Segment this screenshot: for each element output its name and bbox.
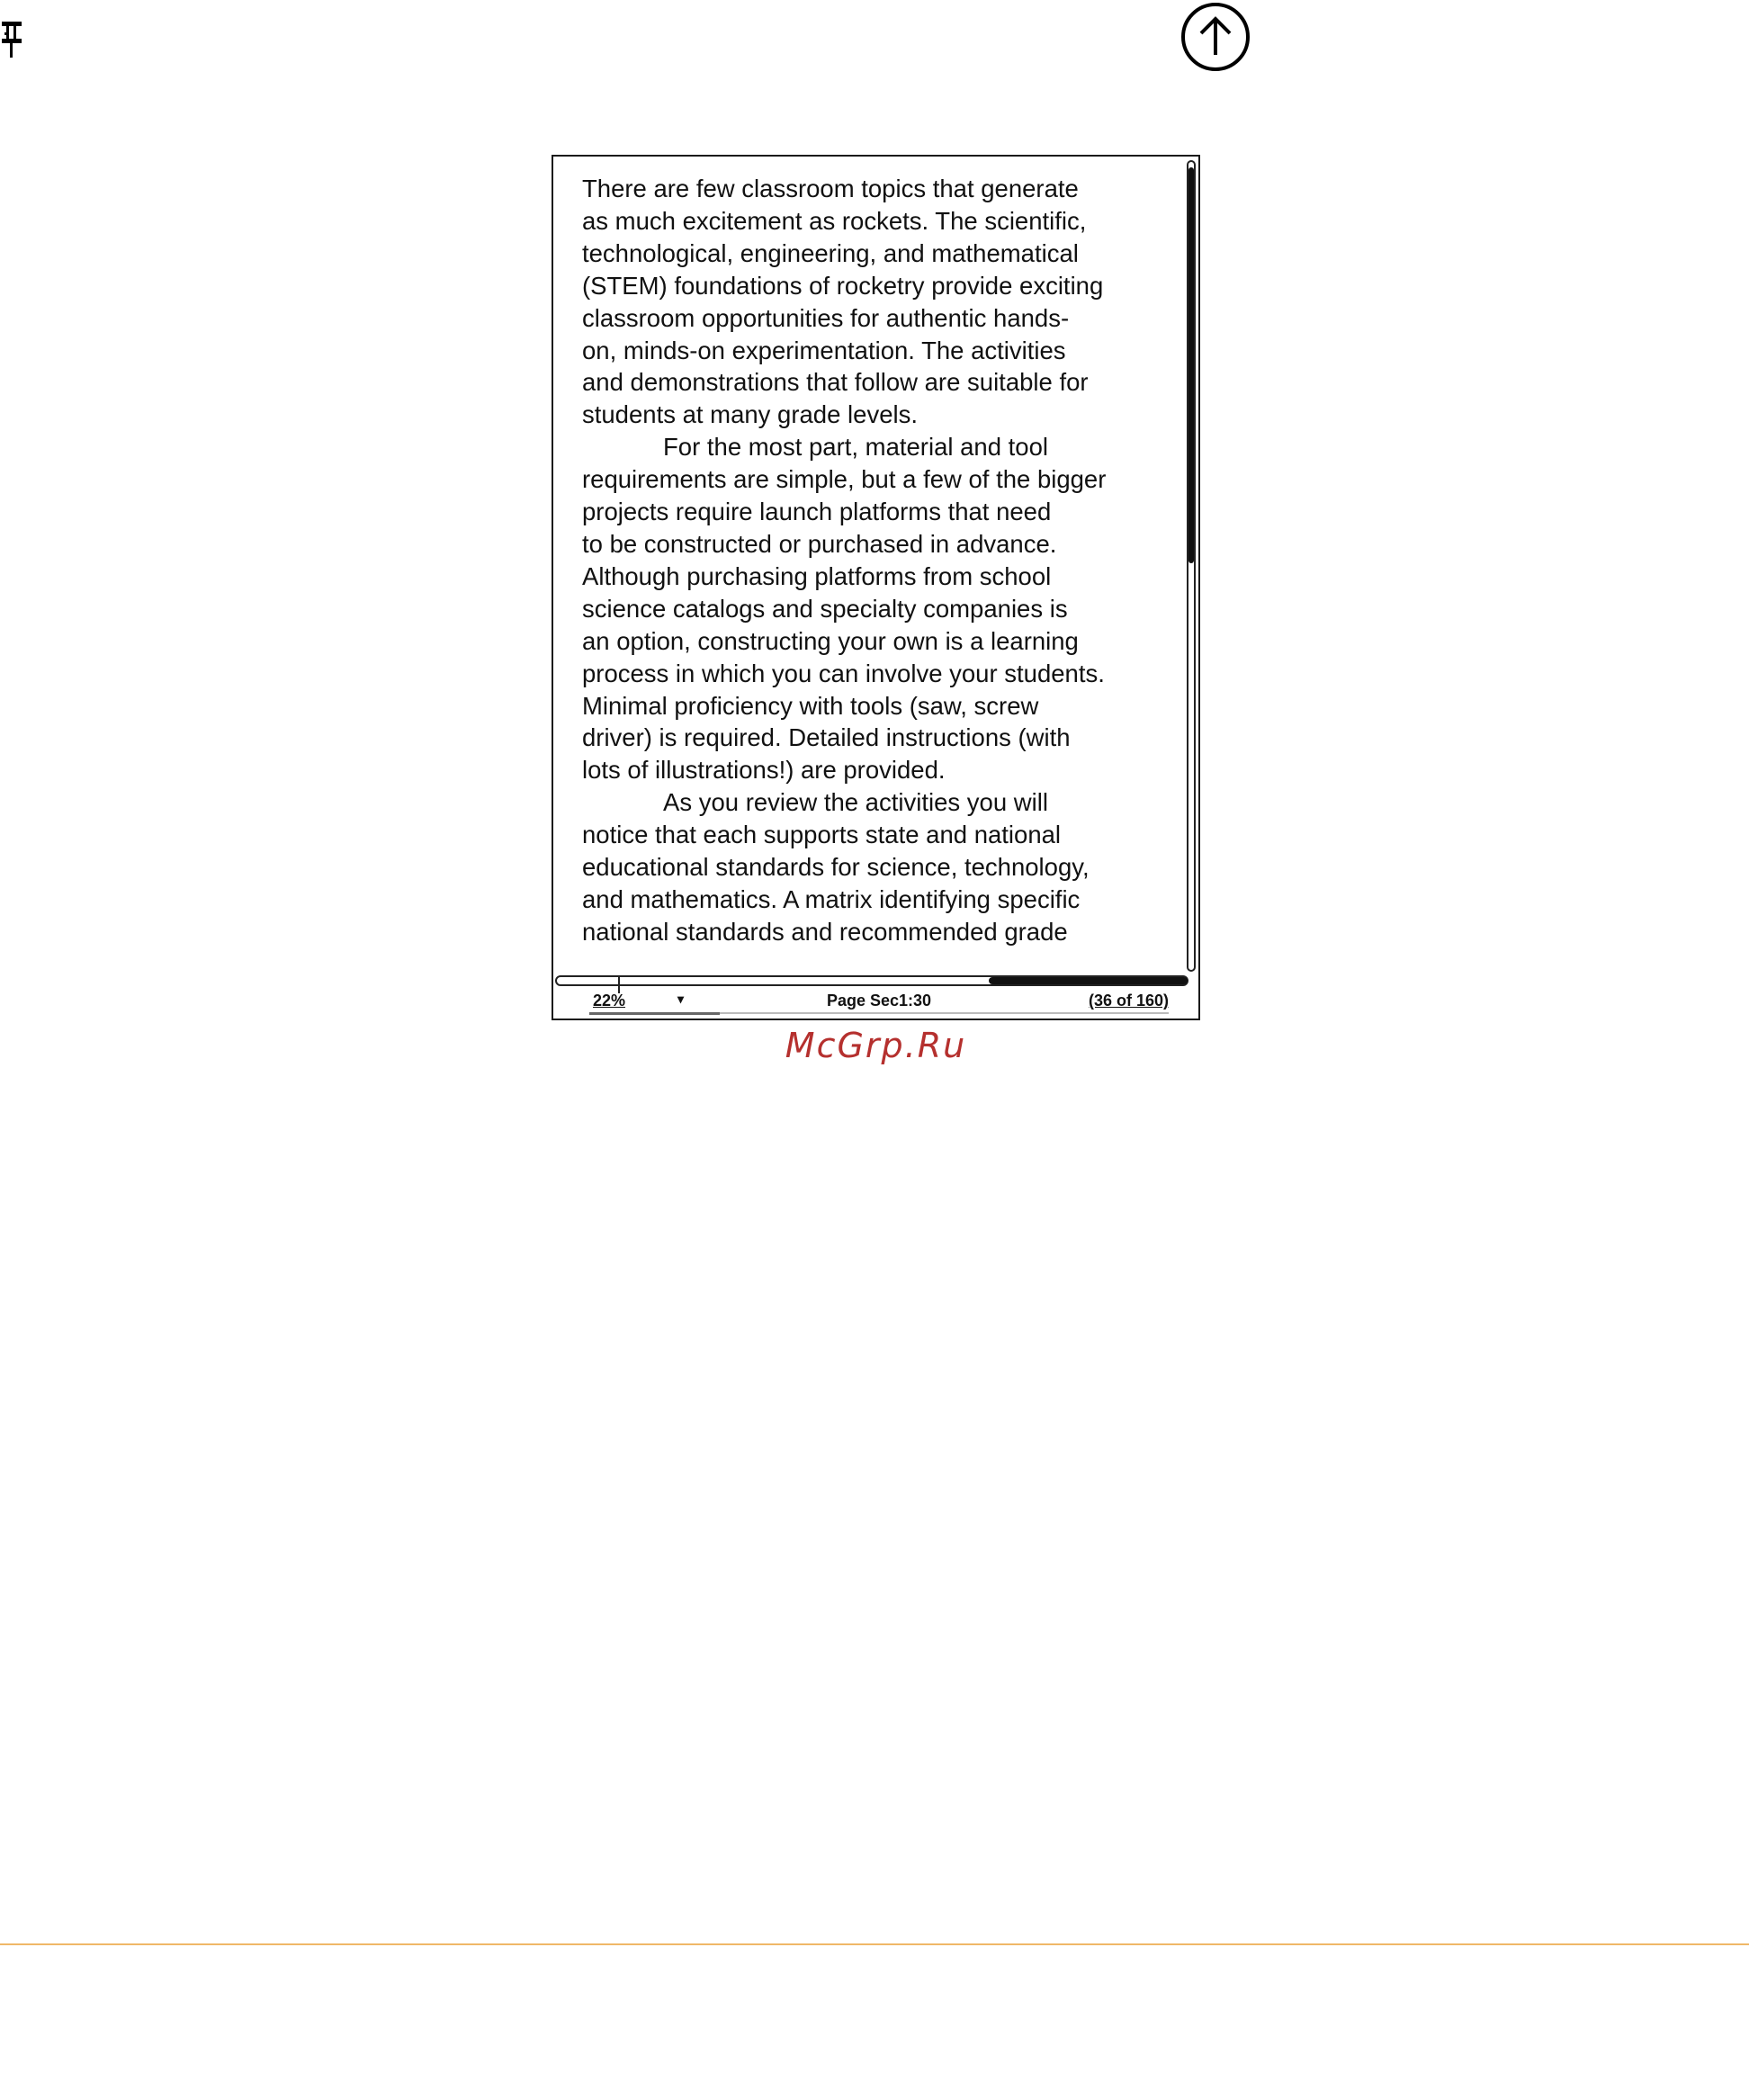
page-text: [582, 173, 1176, 948]
book-progress-fill: [989, 977, 1188, 984]
text-line: as much excitement as rockets. The scientific,: [582, 206, 1087, 235]
footer-divider: [0, 1943, 1749, 1945]
text-line: and mathematics. A matrix identifying specific: [582, 884, 1081, 913]
ereader-screen: [552, 155, 1200, 1020]
text-line: notice that each supports state and national: [582, 821, 1062, 849]
page-label: Page Sec1:30: [826, 992, 932, 1010]
up-arrow-circle-icon[interactable]: [1179, 1, 1251, 73]
caret-down-icon[interactable]: ▾: [677, 992, 685, 1006]
text-line: projects require launch platforms that need: [582, 498, 1052, 526]
status-progress-fill: [589, 1012, 720, 1015]
text-line: technological, engineering, and mathematical: [582, 238, 1079, 267]
text-line: For the most part, material and tool: [663, 433, 1048, 462]
text-line: students at many grade levels.: [582, 400, 918, 429]
book-progress-bar: [555, 975, 1188, 986]
vertical-scroll-thumb[interactable]: [1188, 167, 1194, 563]
text-line: an option, constructing your own is a learning: [582, 626, 1079, 655]
status-bar: [589, 992, 1169, 1013]
text-line: national standards and recommended grade: [582, 917, 1068, 946]
text-line: (STEM) foundations of rocketry provide exciting: [582, 271, 1104, 300]
text-line: requirements are simple, but a few of the bigger: [582, 465, 1107, 494]
text-line: As you review the activities you will: [663, 788, 1048, 817]
pushpin-icon[interactable]: [0, 20, 27, 77]
text-line: science catalogs and specialty companies is: [582, 594, 1068, 623]
progress-percent: 22%: [593, 992, 626, 1010]
page-count: (36 of 160): [1088, 992, 1169, 1010]
text-line: and demonstrations that follow are suitable for: [582, 368, 1089, 397]
text-line: There are few classroom topics that generate: [582, 175, 1079, 202]
status-underline: [589, 1012, 1169, 1014]
text-line: driver) is required. Detailed instructions (with: [582, 723, 1071, 752]
text-line: on, minds-on experimentation. The activities: [582, 336, 1066, 364]
text-line: Although purchasing platforms from school: [582, 561, 1052, 590]
text-line: lots of illustrations!) are provided.: [582, 756, 946, 785]
vertical-scrollbar[interactable]: [1187, 160, 1196, 972]
text-line: classroom opportunities for authentic hands-: [582, 303, 1070, 332]
text-line: Minimal proficiency with tools (saw, screw: [582, 691, 1039, 720]
watermark: McGrp.Ru: [785, 1026, 967, 1065]
text-line: to be constructed or purchased in advance.: [582, 529, 1057, 558]
text-line: process in which you can involve your students.: [582, 659, 1105, 687]
text-line: educational standards for science, technology,: [582, 853, 1090, 882]
